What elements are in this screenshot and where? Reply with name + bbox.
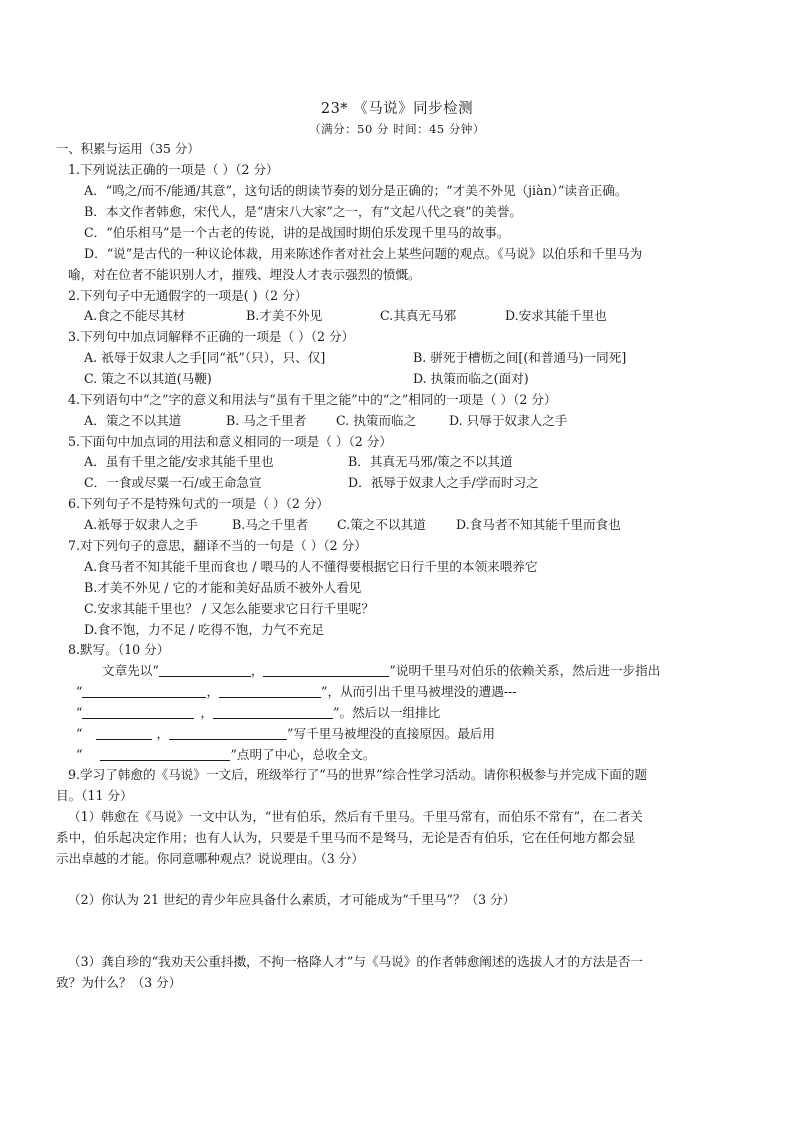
- question-9-part-2: （2）你认为 21 世纪的青少年应具备什么素质，才可能成为“千里马”？（3 分）: [68, 892, 516, 907]
- question-1-option-d-cont: 喻，对在位者不能识别人才，摧残、埋没人才表示强烈的愤慨。: [68, 267, 421, 282]
- question-9-part-1: （1）韩愈在《马说》一文中认为，“世有伯乐，然后有千里马。千里马常有，而伯乐不常有”，在二者关: [68, 809, 644, 824]
- question-6-option-d: D.食马者不知其能千里而食也: [456, 517, 621, 532]
- answer-blank[interactable]: [263, 663, 389, 677]
- answer-blank[interactable]: [82, 705, 194, 719]
- question-3-option-d: D. 执策而临之(面对): [413, 371, 529, 386]
- section-heading: 一、积累与运用（35 分）: [56, 141, 200, 156]
- question-4-stem: 4.下列语句中“之”字的意义和用法与“虽有千里之能”中的“之”相同的一项是（ ）（2 分）: [68, 392, 557, 407]
- question-2-option-b: B.才美不外见: [246, 308, 323, 323]
- question-3-option-c: C. 策之不以其道(马鞭): [84, 371, 212, 386]
- answer-blank[interactable]: [100, 747, 230, 761]
- question-4-option-c: C. 执策而临之: [336, 413, 417, 428]
- question-1-option-a: A．“鸣之/而不/能通/其意”，这句话的朗读节奏的划分是正确的；“才美不外见（jiàn）”读音正确。: [84, 183, 628, 198]
- question-2-option-a: A.食之不能尽其材: [84, 308, 186, 323]
- question-5-option-c: C．一食或尽粟一石/或王命急宣: [84, 475, 262, 490]
- question-4-option-a: A．策之不以其道: [84, 413, 182, 428]
- question-5-option-a: A．虽有千里之能/安求其能千里也: [84, 454, 274, 469]
- question-5-option-d: D．祇辱于奴隶人之手/学而时习之: [348, 475, 539, 490]
- question-1-stem: 1.下列说法正确的一项是（ ）（2 分）: [68, 162, 279, 177]
- question-9-stem: 9.学习了韩愈的《马说》一文后，班级举行了“马的世界”综合性学习活动。请你积极参与并完成下面的题: [68, 767, 648, 782]
- question-3-stem: 3.下列句中加点词解释不正确的一项是（ ）（2 分）: [68, 329, 355, 344]
- fill-line-1: 文章先以“ ， ”说明千里马对伯乐的依赖关系，然后进一步指出: [102, 663, 661, 678]
- fill-line-3: “ ， ”。然后以一组排比: [76, 705, 441, 720]
- question-6-option-a: A.祇辱于奴隶人之手: [84, 517, 198, 532]
- answer-blank[interactable]: [82, 684, 206, 698]
- answer-blank[interactable]: [213, 705, 333, 719]
- question-6-stem: 6.下列句子不是特殊句式的一项是（ ）（2 分）: [68, 496, 330, 511]
- answer-blank[interactable]: [96, 726, 152, 740]
- answer-blank[interactable]: [169, 726, 287, 740]
- fill-line-2: “ ， ”，从而引出千里马被埋没的遭遇---: [76, 684, 517, 699]
- question-2-option-d: D.安求其能千里也: [505, 308, 607, 323]
- question-2-option-c: C.其真无马邪: [380, 308, 457, 323]
- question-9-part-3-cont: 致？为什么？（3 分）: [56, 975, 182, 990]
- question-7-option-a: A.食马者不知其能千里而食也 / 喂马的人不懂得要根据它日行千里的本领来喂养它: [84, 559, 538, 574]
- question-1-option-d: D．“说”是古代的一种议论体裁，用来陈述作者对社会上某些问题的观点。《马说》以伯乐和千里马为: [84, 246, 643, 261]
- question-9-stem-cont: 目。（11 分）: [56, 788, 133, 803]
- question-3-option-b: B. 骈死于槽枥之间[(和普通马)一同死]: [413, 350, 627, 365]
- question-1-option-b: B．本文作者韩愈，宋代人，是“唐宋八大家”之一，有“文起八代之衰”的美誉。: [84, 204, 523, 219]
- page-subtitle: （满分：50 分 时间：45 分钟）: [309, 122, 485, 136]
- question-7-stem: 7.对下列句子的意思，翻译不当的一句是（ ）（2 分）: [68, 538, 367, 553]
- page-title: 23* 《马说》同步检测: [320, 101, 474, 117]
- question-6-option-b: B.马之千里者: [232, 517, 309, 532]
- answer-blank[interactable]: [159, 663, 251, 677]
- question-9-part-1-cont2: 示出卓越的才能。你同意哪种观点？说说理由。（3 分）: [56, 851, 364, 866]
- question-4-option-b: B. 马之千里者: [226, 413, 307, 428]
- fill-line-4: “ ， ”写千里马被埋没的直接原因。最后用: [76, 726, 495, 741]
- question-5-option-b: B．其真无马邪/策之不以其道: [348, 454, 513, 469]
- question-9-part-1-cont: 系中，伯乐起决定作用；也有人认为，只要是千里马而不是驽马，无论是否有伯乐，它在任何地方都会显: [56, 830, 636, 845]
- fill-line-5: “ ”点明了中心，总收全文。: [76, 747, 376, 762]
- question-9-part-3: （3）龚自珍的“我劝天公重抖擞，不拘一格降人才”与《马说》的作者韩愈阐述的选拔人才的方法是否一: [68, 954, 644, 969]
- question-7-option-b: B.才美不外见 / 它的才能和美好品质不被外人看见: [84, 580, 362, 595]
- question-2-stem: 2.下列句子中无通假字的一项是( )（2 分）: [68, 288, 308, 303]
- question-4-option-d: D. 只辱于奴隶人之手: [449, 413, 568, 428]
- question-6-option-c: C.策之不以其道: [337, 517, 426, 532]
- question-1-option-c: C．“伯乐相马”是一个古老的传说，讲的是战国时期伯乐发现千里马的故事。: [84, 225, 510, 240]
- question-7-option-d: D.食不饱，力不足 / 吃得不饱，力气不充足: [84, 622, 324, 637]
- question-5-stem: 5.下面句中加点词的用法和意义相同的一项是（ ）（2 分）: [68, 434, 392, 449]
- answer-blank[interactable]: [219, 684, 321, 698]
- question-3-option-a: A. 祇辱于奴隶人之手[同“祇”（只），只、仅]: [84, 350, 326, 365]
- question-7-option-c: C.安求其能千里也？ / 又怎么能要求它日行千里呢？: [84, 601, 374, 616]
- question-8-stem: 8.默写。（10 分）: [68, 642, 170, 657]
